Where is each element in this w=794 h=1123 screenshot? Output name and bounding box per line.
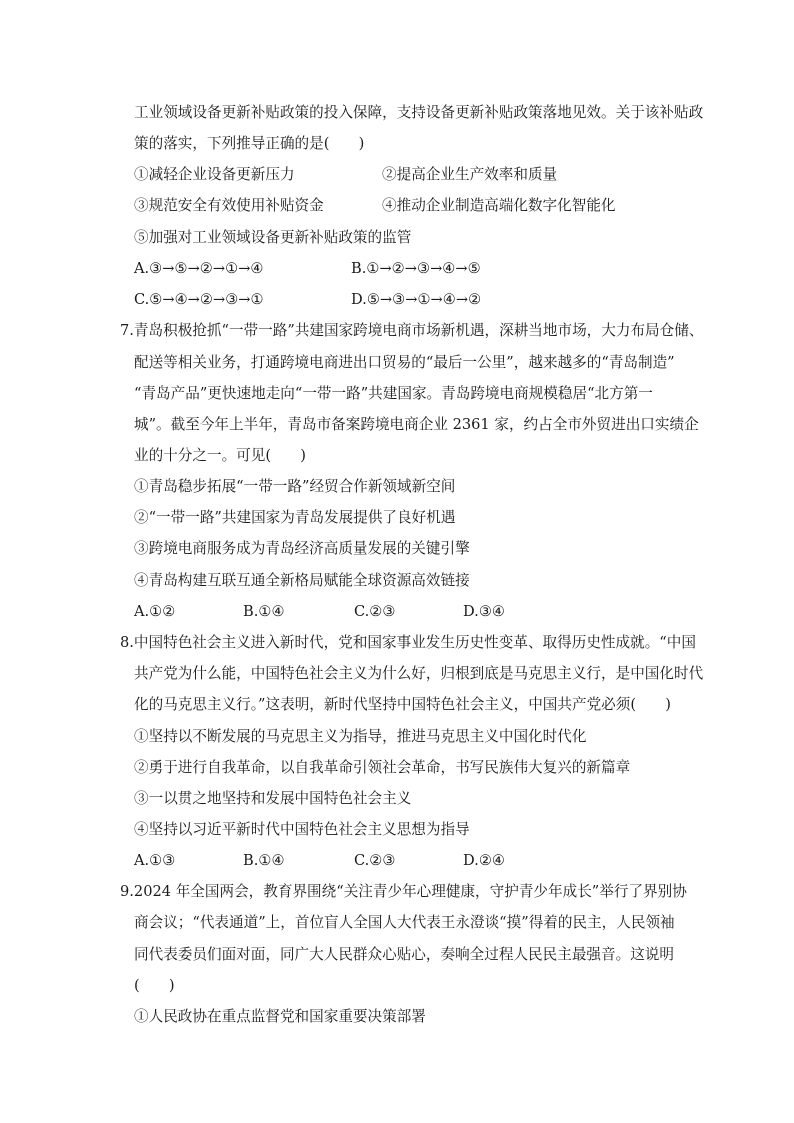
question-8-text-line-1: 8.中国特色社会主义进入新时代，党和国家事业发生历史性变革、取得历史性成就。“中国 (120, 634, 696, 651)
statement-3: ③一以贯之地坚持和发展中国特色社会主义 (134, 790, 412, 807)
question-8-text-line-3: 化的马克思主义行。”这表明，新时代坚持中国特色社会主义，中国共产党必须( ) (134, 696, 671, 713)
choice-a[interactable]: A.①② (134, 603, 176, 620)
question-7-text-line-2: 配送等相关业务，打通跨境电商进出口贸易的“最后一公里”，越来越多的“青岛制造” (134, 354, 675, 371)
choice-a[interactable]: A.①③ (134, 852, 176, 869)
statement-2: ②勇于进行自我革命，以自我革命引领社会革命，书写民族伟大复兴的新篇章 (134, 759, 631, 776)
choice-d[interactable]: D.②④ (463, 852, 505, 869)
question-9-text-line-1: 9.2024 年全国两会，教育界围绕“关注青少年心理健康，守护青少年成长”举行了界别协 (120, 883, 687, 900)
statement-2: ②“一带一路”共建国家为青岛发展提供了良好机遇 (134, 509, 456, 526)
question-9-text-line-4: ( ) (134, 977, 175, 994)
question-9-text-line-3: 同代表委员们面对面，同广大人民群众心贴心，奏响全过程人民民主最强音。这说明 (134, 946, 674, 963)
statement-1: ①坚持以不断发展的马克思主义为指导，推进马克思主义中国化时代化 (134, 728, 587, 745)
question-7-text-line-5: 业的十分之一。可见( ) (134, 447, 306, 464)
question-7-text-line-4: 城”。截至今年上半年，青岛市备案跨境电商企业 2361 家，约占全市外贸进出口实绩企 (134, 416, 699, 433)
statement-1: ①青岛稳步拓展“一带一路”经贸合作新领域新空间 (134, 478, 456, 495)
question-7-text-line-3: “青岛产品”更快速地走向“一带一路”共建国家。青岛跨境电商规模稳居“北方第一 (134, 385, 653, 402)
statement-3: ③跨境电商服务成为青岛经济高质量发展的关键引擎 (134, 540, 470, 557)
choice-b[interactable]: B.①④ (243, 603, 285, 620)
statement-5: ⑤加强对工业领域设备更新补贴政策的监管 (134, 229, 412, 246)
question-9-text-line-2: 商会议；“代表通道”上，首位盲人全国人大代表王永澄谈“摸”得着的民主，人民领袖 (134, 914, 675, 931)
statement-4: ④青岛构建互联互通全新格局赋能全球资源高效链接 (134, 572, 470, 589)
statement-2: ②提高企业生产效率和质量 (382, 166, 558, 183)
statement-1: ①减轻企业设备更新压力 (134, 166, 295, 183)
choice-c[interactable]: C.②③ (354, 852, 396, 869)
question-8-text-line-2: 共产党为什么能，中国特色社会主义为什么好，归根到底是马克思主义行，是中国化时代 (134, 665, 704, 682)
choice-a[interactable]: A.③→⑤→②→①→④ (134, 260, 264, 277)
choice-c[interactable]: C.②③ (354, 603, 396, 620)
choice-d[interactable]: D.③④ (463, 603, 505, 620)
question-7-text-line-1: 7.青岛积极抢抓“一带一路”共建国家跨境电商市场新机遇，深耕当地市场，大力布局仓储、 (120, 322, 704, 339)
choice-b[interactable]: B.①→②→③→④→⑤ (351, 260, 481, 277)
question-6-text-line-2: 策的落实，下列推导正确的是( ) (134, 135, 365, 152)
statement-1: ①人民政协在重点监督党和国家重要决策部署 (134, 1008, 426, 1025)
question-6-text-line-1: 工业领域设备更新补贴政策的投入保障，支持设备更新补贴政策落地见效。关于该补贴政 (134, 104, 704, 121)
statement-4: ④坚持以习近平新时代中国特色社会主义思想为指导 (134, 821, 470, 838)
statement-4: ④推动企业制造高端化数字化智能化 (382, 197, 616, 214)
choice-d[interactable]: D.⑤→③→①→④→② (351, 291, 482, 308)
statement-3: ③规范安全有效使用补贴资金 (134, 197, 324, 214)
choice-b[interactable]: B.①④ (243, 852, 285, 869)
choice-c[interactable]: C.⑤→④→②→③→① (134, 291, 264, 308)
